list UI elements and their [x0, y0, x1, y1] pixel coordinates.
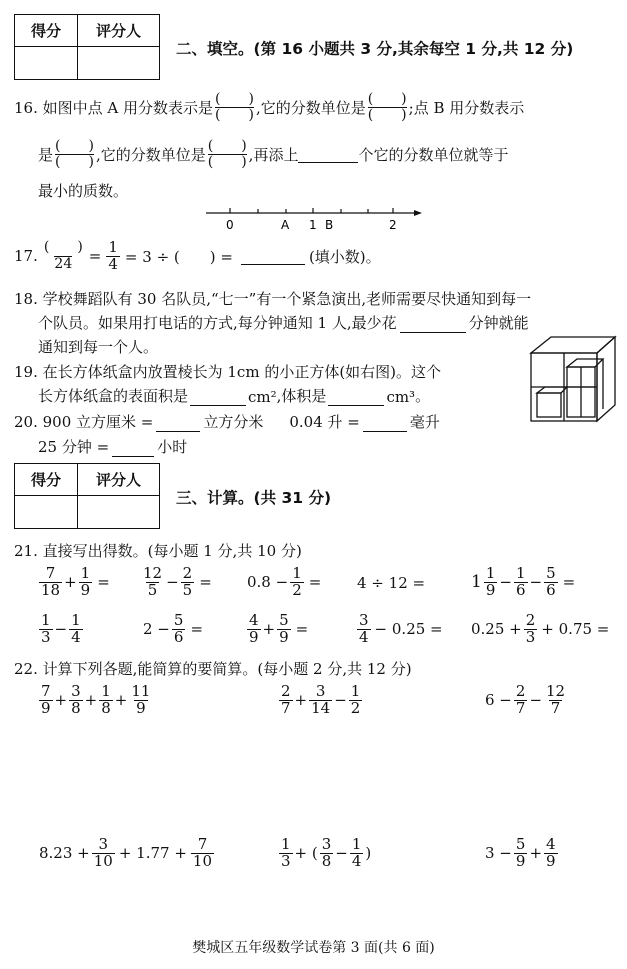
math-operator: +: [262, 620, 276, 639]
answer-blank-dm3[interactable]: [156, 415, 200, 432]
denominator: 3: [281, 851, 291, 870]
numerator: 11: [131, 682, 151, 700]
q21-expr-7: [142, 613, 204, 646]
denominator: 3: [41, 627, 51, 646]
q21-expr-6: [38, 613, 84, 646]
answer-fraction-4[interactable]: [208, 139, 247, 171]
q18-line1: 18. 学校舞蹈队有 30 名队员,“七一”有一个紧急演出,老师需要尽快通知到每一: [14, 290, 532, 308]
numerator: 2: [515, 682, 526, 700]
fraction: [290, 566, 304, 599]
answer-blank-q18[interactable]: [400, 316, 466, 333]
fraction: [99, 684, 113, 717]
denominator: 9: [136, 698, 146, 717]
math-operator: 1: [471, 572, 482, 593]
q22-problem-6: [484, 837, 559, 870]
q18-line3: 通知到每一个人。: [38, 338, 159, 356]
numerator: 4: [546, 835, 556, 853]
math-operator: =: [562, 573, 576, 592]
q22-title: 22. 计算下列各题,能简算的要简算。(每小题 2 分,共 12 分): [14, 660, 412, 678]
paren-num: ( ): [367, 91, 407, 107]
q20-line2: [38, 436, 187, 457]
numerator: 2: [525, 611, 536, 629]
denominator: 4: [71, 627, 81, 646]
numerator: 4: [249, 611, 259, 629]
point-label-a: A: [281, 218, 290, 232]
numerator: 7: [45, 564, 56, 582]
fraction: [524, 613, 538, 646]
answer-blank-hours[interactable]: [112, 440, 154, 457]
grader-cell[interactable]: [78, 496, 160, 529]
paren-num: ( ): [43, 239, 83, 256]
math-operator: ): [365, 844, 372, 863]
tick-label-0: 0: [226, 218, 234, 232]
math-operator: 8.23 +: [39, 844, 90, 863]
score-table-2: [14, 463, 160, 529]
score-table-1: [14, 14, 160, 80]
fraction: [279, 837, 293, 870]
denominator: 8: [71, 698, 81, 717]
math-operator: 0.25 +: [471, 620, 522, 639]
denominator: 2: [350, 698, 361, 717]
q21-expr-2: [140, 566, 213, 599]
q18-line2: [38, 312, 529, 333]
math-operator: + (: [294, 844, 318, 863]
math-operator: + 1.77 +: [118, 844, 187, 863]
denominator: 7: [550, 698, 561, 717]
denominator: 9: [546, 851, 556, 870]
numerator: 3: [98, 835, 109, 853]
q16-line3: 最小的质数。: [38, 182, 129, 200]
q19-line1: 19. 在长方体纸盒内放置棱长为 1cm 的小正方体(如右图)。这个: [14, 363, 442, 381]
q21-expr-4: [356, 574, 426, 592]
fraction: [357, 613, 371, 646]
numerator: 1: [485, 564, 496, 582]
q16-text-b: ,它的分数单位是: [255, 99, 366, 118]
fraction: [172, 613, 186, 646]
q16-text-f: ,再添上: [248, 146, 299, 165]
fraction: [247, 613, 261, 646]
numerator: 5: [515, 835, 526, 853]
denominator: 5: [182, 580, 193, 599]
score-header: 得分: [15, 464, 78, 496]
q17-line: [14, 240, 381, 273]
q21-expr-5: [470, 566, 576, 599]
q18-text-a: 个队员。如果用打电话的方式,每分钟通知 1 人,最少花: [38, 314, 397, 332]
fraction: [69, 684, 83, 717]
fraction: [279, 684, 293, 717]
math-operator: 3 −: [485, 844, 512, 863]
q16-text-d: 是: [38, 146, 54, 165]
math-operator: =: [308, 573, 322, 592]
unit-cm3: cm³: [386, 388, 416, 406]
tick-label-2: 2: [389, 218, 397, 232]
numerator: 12: [546, 682, 566, 700]
denominator: 9: [485, 580, 496, 599]
answer-blank-q16[interactable]: [298, 146, 358, 163]
fraction: [514, 566, 528, 599]
denominator: 2: [292, 580, 302, 599]
math-operator: 6 −: [485, 691, 512, 710]
fraction: [309, 684, 332, 717]
paren-den: ( ): [367, 107, 407, 124]
math-operator: 4 ÷ 12 =: [357, 574, 426, 592]
fraction: [79, 566, 93, 599]
q17-division: = 3 ÷ ( ) =: [124, 247, 233, 266]
math-operator: =: [295, 620, 309, 639]
numerator: 2: [182, 564, 193, 582]
answer-blank-q17[interactable]: [241, 248, 305, 265]
math-operator: =: [97, 573, 110, 592]
answer-blank-area[interactable]: [190, 389, 246, 406]
denominator: 6: [515, 580, 526, 599]
paren-den: ( ): [55, 154, 94, 171]
q21-expr-3: [246, 566, 322, 599]
fraction: [277, 613, 291, 646]
q20-text-e: 25 分钟 =: [38, 438, 110, 456]
math-operator: −: [529, 691, 543, 710]
numerator: 3: [71, 682, 81, 700]
q20-line1: [14, 411, 440, 432]
fraction: [350, 837, 364, 870]
numerator: 1: [101, 682, 111, 700]
numerator: 3: [359, 611, 369, 629]
answer-blank-volume[interactable]: [328, 389, 384, 406]
numerator: 12: [143, 564, 163, 582]
fraction: [92, 837, 115, 870]
q22-problem-2: [278, 684, 363, 717]
numerator: 1: [350, 682, 361, 700]
math-operator: =: [190, 620, 204, 639]
q16-text-a: 16. 如图中点 A 用分数表示是: [14, 99, 213, 118]
q16-line2: [38, 139, 508, 171]
grader-header: 评分人: [78, 15, 160, 47]
paren-den: ( ): [215, 107, 254, 124]
math-operator: + 0.75 =: [541, 620, 610, 639]
q21-expr-8: [246, 613, 309, 646]
fraction: [39, 566, 62, 599]
denominator: 9: [80, 580, 91, 599]
q19-text-c: 。: [415, 387, 431, 405]
numerator: 1: [515, 564, 526, 582]
q21-expr-9: [356, 613, 444, 646]
q16-text-c: ;点 B 用分数表示: [408, 99, 525, 118]
numerator: 5: [546, 564, 556, 582]
denominator: 7: [515, 698, 526, 717]
tick-label-1: 1: [309, 218, 317, 232]
answer-fraction-1[interactable]: [215, 92, 254, 124]
math-operator: −: [335, 844, 348, 863]
denominator: 9: [41, 698, 51, 717]
q17-tail: (填小数)。: [308, 247, 381, 266]
fraction: [484, 566, 498, 599]
score-cell[interactable]: [15, 47, 78, 80]
denominator: 6: [546, 580, 556, 599]
q21-expr-1: [38, 566, 111, 599]
q17-number: 17.: [14, 247, 38, 266]
q18-text-b: 分钟就能: [468, 314, 529, 332]
fraction: [69, 613, 83, 646]
numerator: 1: [80, 564, 91, 582]
section2-title: 二、填空。(第 16 小题共 3 分,其余每空 1 分,共 12 分): [176, 40, 574, 58]
math-operator: −: [529, 573, 543, 592]
fraction: [349, 684, 363, 717]
denominator: 8: [321, 851, 332, 870]
denominator: 10: [93, 851, 113, 870]
numerator: 2: [281, 682, 291, 700]
denominator: 4: [108, 254, 118, 273]
q19-text-a: 长方体纸盒的表面积是: [38, 387, 189, 405]
denominator: 9: [515, 851, 526, 870]
numerator: 5: [173, 611, 184, 629]
denominator: 18: [41, 580, 61, 599]
fraction: [544, 684, 567, 717]
math-operator: +: [529, 844, 543, 863]
fraction: [544, 566, 558, 599]
numerator: 1: [351, 835, 362, 853]
score-header: 得分: [15, 15, 78, 47]
number-line: [200, 203, 430, 235]
math-operator: −: [54, 620, 68, 639]
math-operator: +: [294, 691, 308, 710]
math-operator: −: [499, 573, 512, 592]
numerator: 1: [41, 611, 51, 629]
q19-line2: [38, 385, 430, 406]
q17-den: 24: [54, 255, 73, 272]
paren-num: ( ): [215, 91, 254, 107]
answer-fraction-3[interactable]: [55, 139, 94, 171]
denominator: 6: [173, 627, 184, 646]
q16-text-g: 个它的分数单位就等于: [358, 146, 509, 165]
paren-num: ( ): [207, 138, 247, 154]
math-operator: =: [199, 573, 212, 592]
math-operator: 0.8 −: [247, 573, 289, 592]
numerator: 1: [71, 611, 81, 629]
denominator: 4: [351, 851, 362, 870]
q16-text-e: ,它的分数单位是: [95, 146, 206, 165]
q20-text-c: 0.04 升 =: [289, 413, 360, 431]
denominator: 4: [359, 627, 369, 646]
numerator: 1: [108, 238, 118, 256]
q21-expr-10: [470, 613, 610, 646]
section3-title: 三、计算。(共 31 分): [176, 489, 332, 507]
denominator: 10: [192, 851, 213, 870]
numerator: 1: [281, 835, 291, 853]
math-operator: −: [166, 573, 179, 592]
point-label-b: B: [325, 218, 334, 232]
equals-sign: =: [88, 247, 102, 266]
fraction: [129, 684, 152, 717]
fraction-1-4: [106, 240, 120, 273]
fraction: [514, 684, 528, 717]
unit-cm2: cm²: [248, 388, 277, 406]
math-operator: +: [114, 691, 128, 710]
math-operator: +: [84, 691, 98, 710]
q22-problem-4: [38, 837, 215, 870]
score-cell[interactable]: [15, 496, 78, 529]
denominator: 8: [101, 698, 111, 717]
math-operator: +: [54, 691, 68, 710]
page-footer: 樊城区五年级数学试卷第 3 面(共 6 面): [192, 940, 435, 956]
q20-text-a: 20. 900 立方厘米 =: [14, 413, 154, 431]
denominator: 3: [525, 627, 536, 646]
denominator: 9: [249, 627, 259, 646]
q20-text-d: 毫升: [409, 413, 440, 431]
q21-title: 21. 直接写出得数。(每小题 1 分,共 10 分): [14, 542, 302, 560]
fraction: [39, 613, 53, 646]
fraction: [191, 837, 214, 870]
q16-line1: [14, 92, 524, 124]
numerator: 7: [41, 682, 51, 700]
q20-text-f: 小时: [157, 438, 188, 456]
q22-problem-1: [38, 684, 153, 717]
answer-blank-ml[interactable]: [363, 415, 407, 432]
numerator: 3: [321, 835, 332, 853]
numerator: 5: [279, 611, 289, 629]
numerator: 3: [315, 682, 326, 700]
q22-problem-5: [278, 837, 372, 870]
grader-cell[interactable]: [78, 47, 160, 80]
fraction: [181, 566, 195, 599]
denominator: 9: [279, 627, 289, 646]
math-operator: −: [334, 691, 347, 710]
numerator: 7: [197, 835, 208, 853]
fraction: [141, 566, 164, 599]
q19-text-b: ,体积是: [276, 387, 327, 405]
grader-header: 评分人: [78, 464, 160, 496]
denominator: 5: [147, 580, 158, 599]
math-operator: 2 −: [143, 620, 170, 639]
paren-den: ( ): [207, 154, 247, 171]
math-operator: − 0.25 =: [374, 620, 443, 639]
q22-problem-3: [484, 684, 568, 717]
fraction: [514, 837, 528, 870]
denominator: 7: [281, 698, 291, 717]
q20-text-b: 立方分米: [203, 413, 264, 431]
answer-fraction-q17[interactable]: [44, 240, 83, 272]
paren-num: ( ): [55, 138, 94, 154]
math-operator: +: [64, 573, 77, 592]
cube-box-figure: [527, 333, 619, 425]
numerator: 1: [292, 564, 302, 582]
fraction: [544, 837, 558, 870]
answer-fraction-2[interactable]: [368, 92, 407, 124]
fraction: [39, 684, 53, 717]
denominator: 14: [311, 698, 331, 717]
fraction: [320, 837, 334, 870]
